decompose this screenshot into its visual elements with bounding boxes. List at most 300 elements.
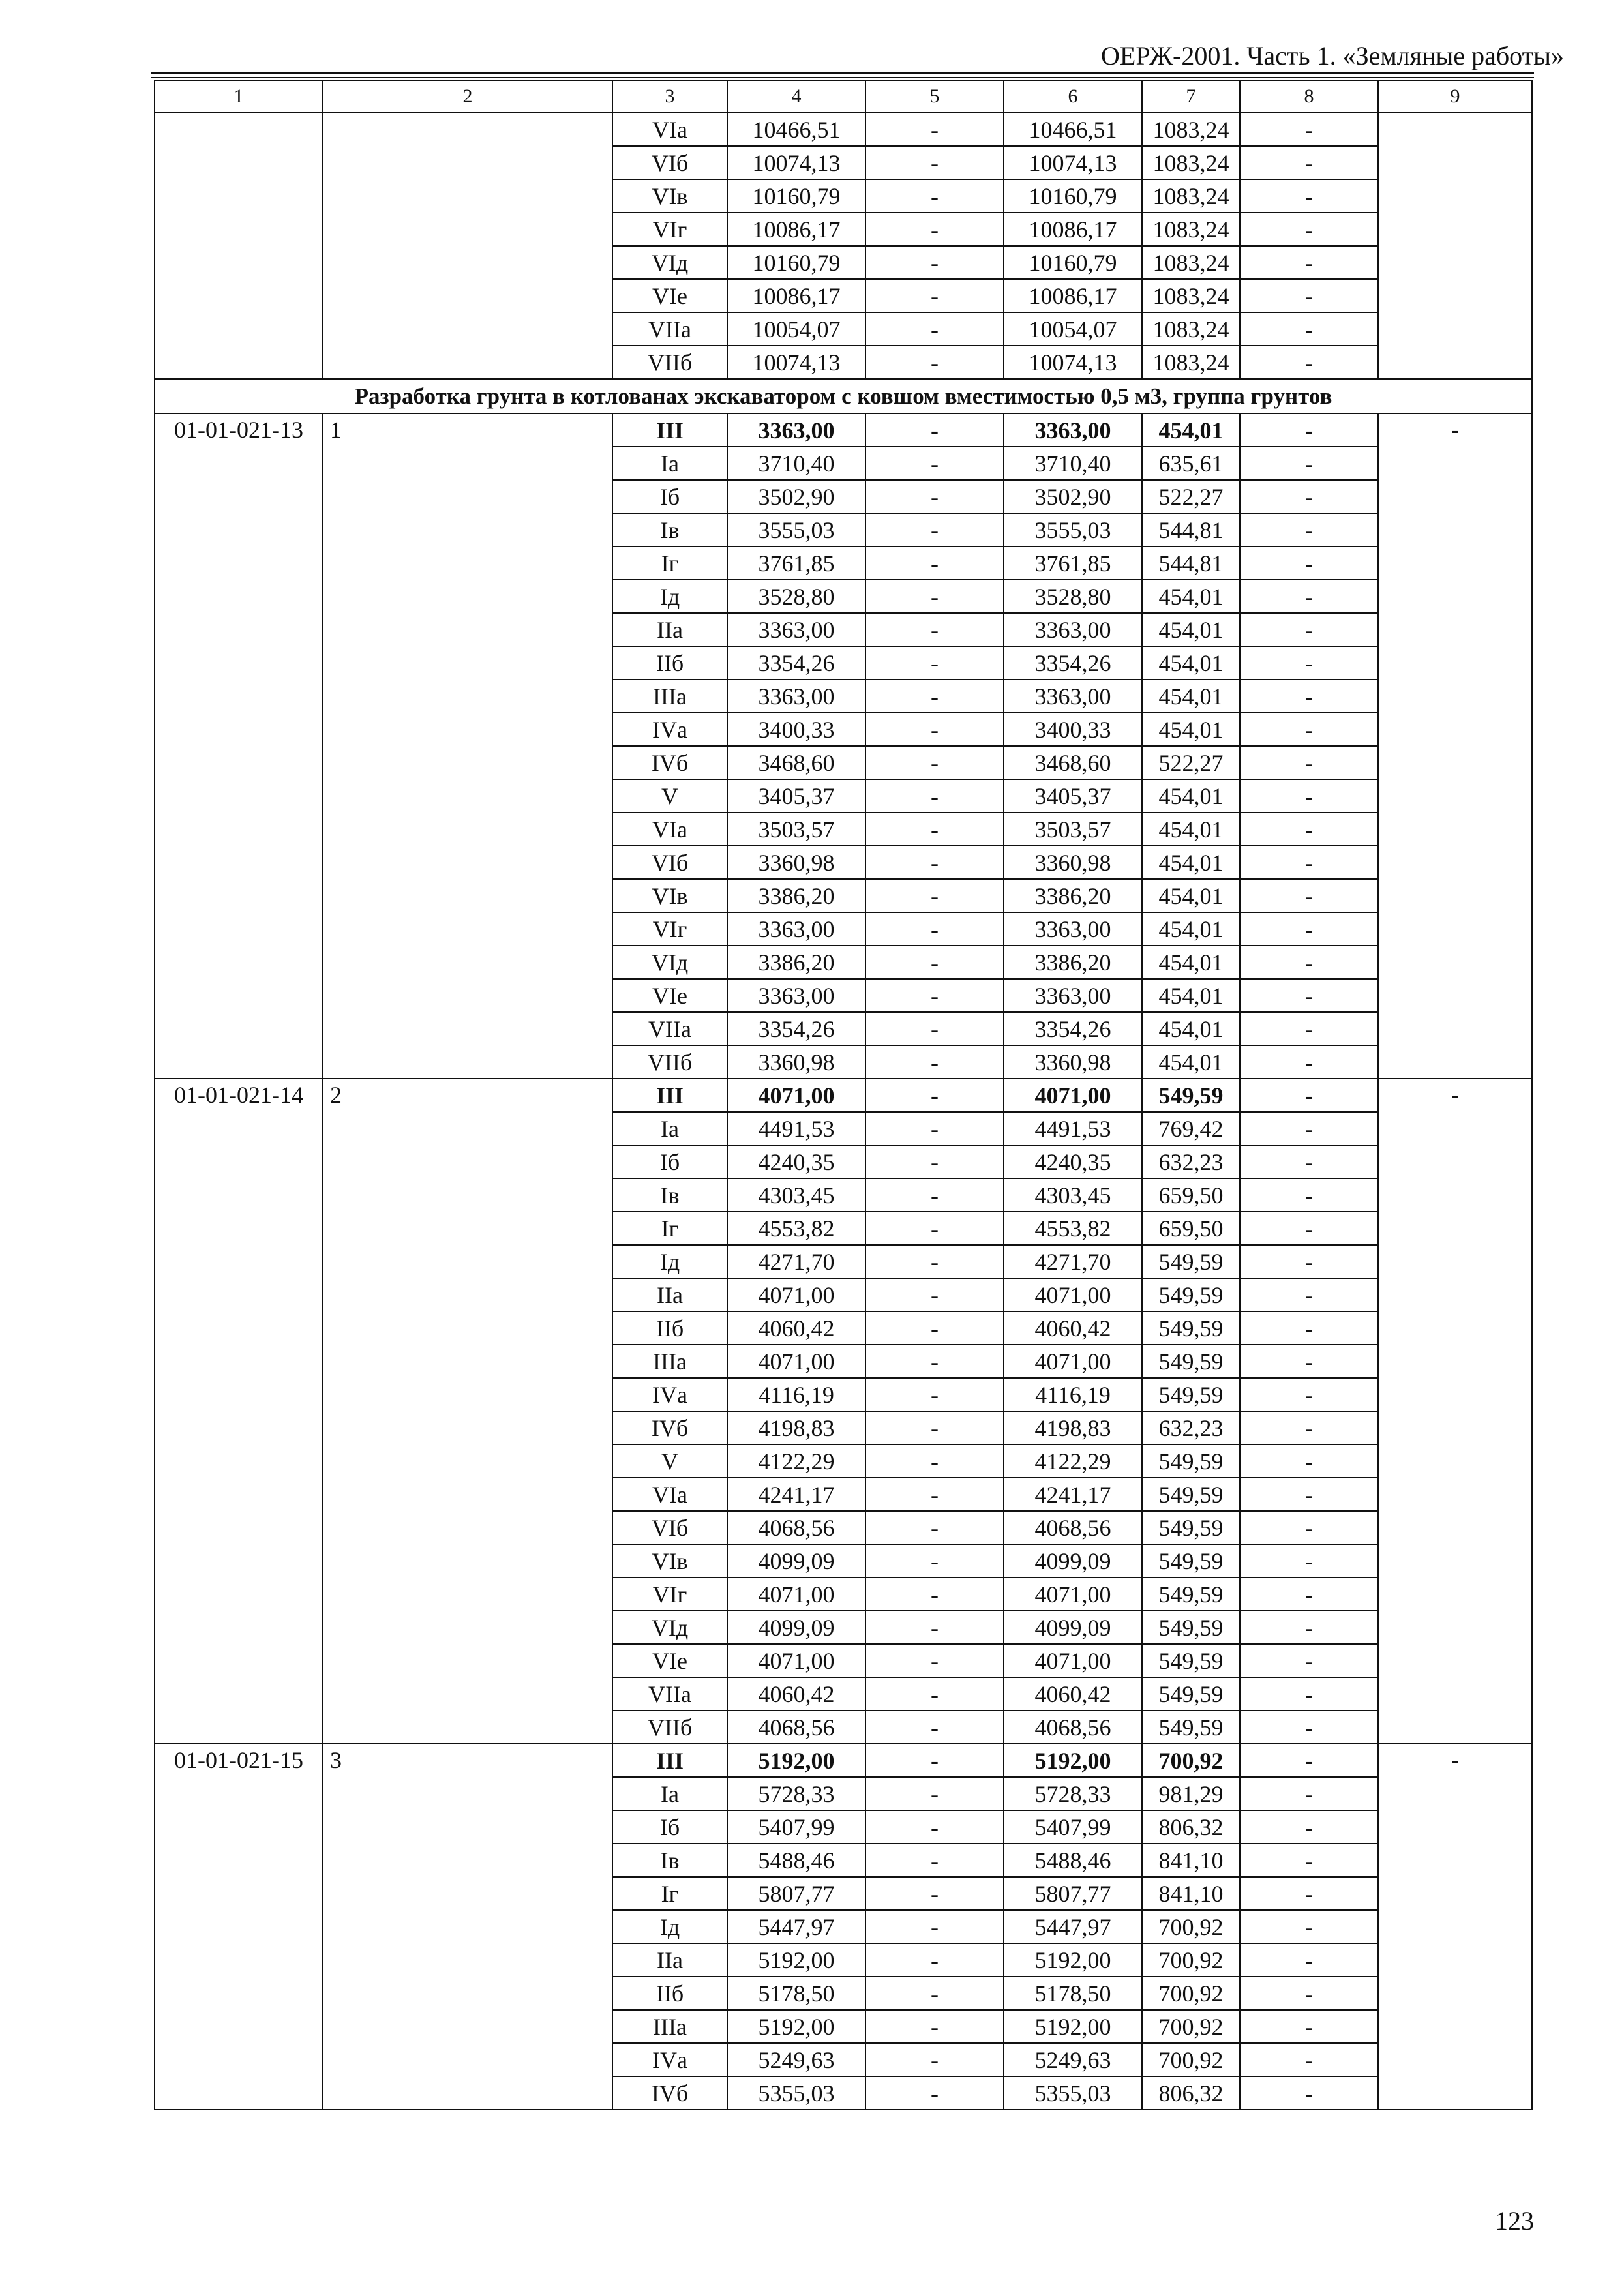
materials-cell: - — [1240, 413, 1378, 447]
wages-cell: - — [865, 1311, 1004, 1345]
soil-group-cell: VIв — [612, 879, 727, 912]
wages-cell: - — [865, 1378, 1004, 1411]
operator-wages-cell: 454,01 — [1142, 713, 1240, 746]
materials-cell: - — [1240, 846, 1378, 879]
total-cost-cell: 3363,00 — [727, 680, 865, 713]
wages-cell: - — [865, 2010, 1004, 2043]
machine-cost-cell: 4068,56 — [1004, 1711, 1142, 1744]
soil-group-cell: VIд — [612, 1611, 727, 1644]
materials-cell: - — [1240, 1478, 1378, 1511]
operator-wages-cell: 1083,24 — [1142, 113, 1240, 146]
machine-cost-cell: 10160,79 — [1004, 179, 1142, 213]
soil-group-cell: IVа — [612, 2043, 727, 2076]
operator-wages-cell: 1083,24 — [1142, 246, 1240, 279]
wages-cell: - — [865, 1677, 1004, 1711]
machine-cost-cell: 3363,00 — [1004, 979, 1142, 1012]
materials-cell: - — [1240, 2010, 1378, 2043]
total-cost-cell: 4060,42 — [727, 1311, 865, 1345]
machine-cost-cell: 5488,46 — [1004, 1844, 1142, 1877]
machine-cost-cell: 3354,26 — [1004, 1012, 1142, 1045]
operator-wages-cell: 454,01 — [1142, 613, 1240, 646]
operator-wages-cell: 1083,24 — [1142, 213, 1240, 246]
total-cost-cell: 10074,13 — [727, 146, 865, 179]
operator-wages-cell: 454,01 — [1142, 1045, 1240, 1079]
operator-wages-cell: 454,01 — [1142, 680, 1240, 713]
column-number: 5 — [865, 80, 1004, 113]
wages-cell: - — [865, 846, 1004, 879]
rate-code: 01-01-021-14 — [155, 1079, 323, 1744]
total-cost-cell: 3363,00 — [727, 979, 865, 1012]
soil-group-cell: Iб — [612, 480, 727, 513]
materials-cell: - — [1240, 646, 1378, 680]
soil-group-cell: IVб — [612, 1411, 727, 1444]
wages-cell: - — [865, 912, 1004, 946]
soil-group-cell: IVб — [612, 2076, 727, 2110]
wages-cell: - — [865, 2043, 1004, 2076]
wages-cell: - — [865, 1910, 1004, 1943]
operator-wages-cell: 700,92 — [1142, 1744, 1240, 1777]
soil-group-cell: IVб — [612, 746, 727, 779]
total-cost-cell: 4198,83 — [727, 1411, 865, 1444]
soil-group-cell: Iа — [612, 447, 727, 480]
operator-wages-cell: 806,32 — [1142, 2076, 1240, 2110]
machine-cost-cell: 4071,00 — [1004, 1345, 1142, 1378]
soil-group-cell: IVа — [612, 1378, 727, 1411]
wages-cell: - — [865, 613, 1004, 646]
materials-cell: - — [1240, 1810, 1378, 1844]
machine-cost-cell: 3354,26 — [1004, 646, 1142, 680]
soil-group-cell: IIIа — [612, 1345, 727, 1378]
materials-cell: - — [1240, 1444, 1378, 1478]
operator-wages-cell: 549,59 — [1142, 1611, 1240, 1644]
machine-cost-cell: 5192,00 — [1004, 2010, 1142, 2043]
wages-cell: - — [865, 513, 1004, 546]
col9-cell — [1378, 113, 1532, 379]
wages-cell: - — [865, 1012, 1004, 1045]
total-cost-cell: 3354,26 — [727, 1012, 865, 1045]
materials-cell: - — [1240, 1045, 1378, 1079]
machine-cost-cell: 3528,80 — [1004, 580, 1142, 613]
soil-group-cell: VIIб — [612, 1711, 727, 1744]
materials-cell: - — [1240, 1278, 1378, 1311]
soil-group-cell: V — [612, 779, 727, 813]
total-cost-cell: 3761,85 — [727, 546, 865, 580]
machine-cost-cell: 3363,00 — [1004, 912, 1142, 946]
total-cost-cell: 4122,29 — [727, 1444, 865, 1478]
operator-wages-cell: 454,01 — [1142, 580, 1240, 613]
wages-cell: - — [865, 779, 1004, 813]
wages-cell: - — [865, 813, 1004, 846]
operator-wages-cell: 454,01 — [1142, 646, 1240, 680]
materials-cell: - — [1240, 979, 1378, 1012]
materials-cell: - — [1240, 1311, 1378, 1345]
total-cost-cell: 3360,98 — [727, 846, 865, 879]
machine-cost-cell: 3363,00 — [1004, 413, 1142, 447]
materials-cell: - — [1240, 480, 1378, 513]
total-cost-cell: 3386,20 — [727, 946, 865, 979]
total-cost-cell: 10086,17 — [727, 213, 865, 246]
total-cost-cell: 3363,00 — [727, 613, 865, 646]
soil-group-cell: VIг — [612, 213, 727, 246]
machine-cost-cell: 4060,42 — [1004, 1677, 1142, 1711]
operator-wages-cell: 632,23 — [1142, 1411, 1240, 1444]
soil-group-cell: Iа — [612, 1777, 727, 1810]
soil-group-cell: Iб — [612, 1145, 727, 1178]
total-cost-cell: 4240,35 — [727, 1145, 865, 1178]
operator-wages-cell: 454,01 — [1142, 912, 1240, 946]
machine-cost-cell: 3363,00 — [1004, 613, 1142, 646]
soil-group-cell: VIа — [612, 813, 727, 846]
machine-cost-cell: 4241,17 — [1004, 1478, 1142, 1511]
wages-cell: - — [865, 1511, 1004, 1544]
soil-group-cell: IVа — [612, 713, 727, 746]
materials-cell: - — [1240, 1777, 1378, 1810]
wages-cell: - — [865, 1245, 1004, 1278]
soil-group-cell: IIб — [612, 1977, 727, 2010]
total-cost-cell: 3710,40 — [727, 447, 865, 480]
soil-group-cell: VIе — [612, 279, 727, 312]
wages-cell: - — [865, 1544, 1004, 1578]
total-cost-cell: 3386,20 — [727, 879, 865, 912]
rate-code: 01-01-021-15 — [155, 1744, 323, 2110]
wages-cell: - — [865, 879, 1004, 912]
materials-cell: - — [1240, 912, 1378, 946]
table-row — [155, 113, 1532, 146]
machine-cost-cell: 4553,82 — [1004, 1212, 1142, 1245]
operator-wages-cell: 454,01 — [1142, 813, 1240, 846]
total-cost-cell: 5807,77 — [727, 1877, 865, 1910]
operator-wages-cell: 549,59 — [1142, 1511, 1240, 1544]
header-rule — [151, 72, 1534, 74]
total-cost-cell: 4060,42 — [727, 1677, 865, 1711]
materials-cell: - — [1240, 1411, 1378, 1444]
wages-cell: - — [865, 1278, 1004, 1311]
machine-cost-cell: 4099,09 — [1004, 1611, 1142, 1644]
soil-group-cell: VIв — [612, 179, 727, 213]
wages-cell: - — [865, 146, 1004, 179]
machine-cost-cell: 4071,00 — [1004, 1278, 1142, 1311]
total-cost-cell: 5728,33 — [727, 1777, 865, 1810]
machine-cost-cell: 3503,57 — [1004, 813, 1142, 846]
operator-wages-cell: 981,29 — [1142, 1777, 1240, 1810]
machine-cost-cell: 5447,97 — [1004, 1910, 1142, 1943]
machine-cost-cell: 5407,99 — [1004, 1810, 1142, 1844]
machine-cost-cell: 4240,35 — [1004, 1145, 1142, 1178]
materials-cell: - — [1240, 546, 1378, 580]
machine-cost-cell: 4071,00 — [1004, 1578, 1142, 1611]
materials-cell: - — [1240, 2076, 1378, 2110]
total-cost-cell: 4241,17 — [727, 1478, 865, 1511]
total-cost-cell: 10466,51 — [727, 113, 865, 146]
materials-cell: - — [1240, 746, 1378, 779]
operator-wages-cell: 454,01 — [1142, 946, 1240, 979]
materials-cell: - — [1240, 1378, 1378, 1411]
total-cost-cell: 4099,09 — [727, 1611, 865, 1644]
materials-cell: - — [1240, 1644, 1378, 1677]
machine-cost-cell: 3386,20 — [1004, 946, 1142, 979]
total-cost-cell: 5192,00 — [727, 1744, 865, 1777]
wages-cell: - — [865, 1644, 1004, 1677]
total-cost-cell: 4071,00 — [727, 1644, 865, 1677]
wages-cell: - — [865, 646, 1004, 680]
operator-wages-cell: 454,01 — [1142, 1012, 1240, 1045]
operator-wages-cell: 549,59 — [1142, 1345, 1240, 1378]
wages-cell: - — [865, 312, 1004, 346]
soil-group-cell: IIа — [612, 1278, 727, 1311]
machine-cost-cell: 4099,09 — [1004, 1544, 1142, 1578]
operator-wages-cell: 1083,24 — [1142, 179, 1240, 213]
wages-cell: - — [865, 2076, 1004, 2110]
soil-group-cell: VIв — [612, 1544, 727, 1578]
machine-cost-cell: 5355,03 — [1004, 2076, 1142, 2110]
machine-cost-cell: 3360,98 — [1004, 1045, 1142, 1079]
machine-cost-cell: 4491,53 — [1004, 1112, 1142, 1145]
machine-cost-cell: 3502,90 — [1004, 480, 1142, 513]
total-cost-cell: 3555,03 — [727, 513, 865, 546]
operator-wages-cell: 549,59 — [1142, 1278, 1240, 1311]
materials-cell: - — [1240, 1677, 1378, 1711]
operator-wages-cell: 1083,24 — [1142, 279, 1240, 312]
machine-cost-cell: 3386,20 — [1004, 879, 1142, 912]
column-number: 1 — [155, 80, 323, 113]
operator-wages-cell: 549,59 — [1142, 1378, 1240, 1411]
materials-cell: - — [1240, 113, 1378, 146]
number-cell — [323, 113, 612, 379]
column-numbers-row — [155, 80, 1532, 113]
materials-cell: - — [1240, 346, 1378, 379]
machine-cost-cell: 3468,60 — [1004, 746, 1142, 779]
wages-cell: - — [865, 580, 1004, 613]
operator-wages-cell: 454,01 — [1142, 413, 1240, 447]
machine-cost-cell: 4071,00 — [1004, 1644, 1142, 1677]
wages-cell: - — [865, 1744, 1004, 1777]
soil-group-cell: III — [612, 1079, 727, 1112]
total-cost-cell: 3360,98 — [727, 1045, 865, 1079]
wages-cell: - — [865, 447, 1004, 480]
operator-wages-cell: 522,27 — [1142, 746, 1240, 779]
table-row — [155, 1744, 1532, 1777]
operator-wages-cell: 549,59 — [1142, 1578, 1240, 1611]
machine-cost-cell: 3405,37 — [1004, 779, 1142, 813]
machine-cost-cell: 10074,13 — [1004, 146, 1142, 179]
wages-cell: - — [865, 413, 1004, 447]
machine-cost-cell: 3761,85 — [1004, 546, 1142, 580]
soil-group-cell: III — [612, 413, 727, 447]
wages-cell: - — [865, 1112, 1004, 1145]
soil-group-cell: Iд — [612, 1245, 727, 1278]
operator-wages-cell: 549,59 — [1142, 1311, 1240, 1345]
rate-number: 2 — [323, 1079, 612, 1744]
soil-group-cell: IIIа — [612, 2010, 727, 2043]
operator-wages-cell: 700,92 — [1142, 1910, 1240, 1943]
section-title: Разработка грунта в котлованах экскаватором с ковшом вместимостью 0,5 м3, группа грунтов — [155, 379, 1532, 413]
operator-wages-cell: 769,42 — [1142, 1112, 1240, 1145]
materials-cell: - — [1240, 1012, 1378, 1045]
wages-cell: - — [865, 1145, 1004, 1178]
materials-cell: - — [1240, 613, 1378, 646]
price-table — [154, 80, 1533, 2110]
soil-group-cell: VIг — [612, 912, 727, 946]
machine-cost-cell: 4303,45 — [1004, 1178, 1142, 1212]
operator-wages-cell: 454,01 — [1142, 879, 1240, 912]
page-number: 123 — [1495, 2206, 1534, 2236]
materials-cell: - — [1240, 1977, 1378, 2010]
operator-wages-cell: 549,59 — [1142, 1444, 1240, 1478]
machine-cost-cell: 5178,50 — [1004, 1977, 1142, 2010]
soil-group-cell: VIа — [612, 113, 727, 146]
wages-cell: - — [865, 213, 1004, 246]
wages-cell: - — [865, 113, 1004, 146]
total-cost-cell: 4303,45 — [727, 1178, 865, 1212]
column-number: 2 — [323, 80, 612, 113]
materials-cell: - — [1240, 213, 1378, 246]
col9-cell: - — [1378, 1079, 1532, 1744]
operator-wages-cell: 700,92 — [1142, 2043, 1240, 2076]
wages-cell: - — [865, 179, 1004, 213]
machine-cost-cell: 3555,03 — [1004, 513, 1142, 546]
materials-cell: - — [1240, 580, 1378, 613]
materials-cell: - — [1240, 146, 1378, 179]
wages-cell: - — [865, 1777, 1004, 1810]
machine-cost-cell: 5192,00 — [1004, 1943, 1142, 1977]
soil-group-cell: IIа — [612, 613, 727, 646]
materials-cell: - — [1240, 1611, 1378, 1644]
machine-cost-cell: 10074,13 — [1004, 346, 1142, 379]
total-cost-cell: 3354,26 — [727, 646, 865, 680]
machine-cost-cell: 3400,33 — [1004, 713, 1142, 746]
total-cost-cell: 5447,97 — [727, 1910, 865, 1943]
operator-wages-cell: 632,23 — [1142, 1145, 1240, 1178]
wages-cell: - — [865, 1711, 1004, 1744]
materials-cell: - — [1240, 1744, 1378, 1777]
code-cell — [155, 113, 323, 379]
total-cost-cell: 3405,37 — [727, 779, 865, 813]
total-cost-cell: 3528,80 — [727, 580, 865, 613]
materials-cell: - — [1240, 1844, 1378, 1877]
operator-wages-cell: 454,01 — [1142, 979, 1240, 1012]
materials-cell: - — [1240, 1345, 1378, 1378]
machine-cost-cell: 4116,19 — [1004, 1378, 1142, 1411]
operator-wages-cell: 1083,24 — [1142, 146, 1240, 179]
machine-cost-cell: 10086,17 — [1004, 213, 1142, 246]
total-cost-cell: 5249,63 — [727, 2043, 865, 2076]
materials-cell: - — [1240, 879, 1378, 912]
wages-cell: - — [865, 1411, 1004, 1444]
soil-group-cell: VIд — [612, 246, 727, 279]
materials-cell: - — [1240, 1245, 1378, 1278]
total-cost-cell: 4099,09 — [727, 1544, 865, 1578]
section-title-row — [155, 379, 1532, 413]
total-cost-cell: 4071,00 — [727, 1578, 865, 1611]
materials-cell: - — [1240, 1578, 1378, 1611]
operator-wages-cell: 549,59 — [1142, 1677, 1240, 1711]
total-cost-cell: 10074,13 — [727, 346, 865, 379]
soil-group-cell: Iа — [612, 1112, 727, 1145]
total-cost-cell: 4071,00 — [727, 1079, 865, 1112]
column-number: 7 — [1142, 80, 1240, 113]
machine-cost-cell: 10054,07 — [1004, 312, 1142, 346]
soil-group-cell: VIIб — [612, 1045, 727, 1079]
header-rule — [151, 77, 1534, 78]
materials-cell: - — [1240, 179, 1378, 213]
operator-wages-cell: 454,01 — [1142, 779, 1240, 813]
operator-wages-cell: 549,59 — [1142, 1079, 1240, 1112]
wages-cell: - — [865, 279, 1004, 312]
soil-group-cell: Iд — [612, 1910, 727, 1943]
materials-cell: - — [1240, 2043, 1378, 2076]
materials-cell: - — [1240, 1079, 1378, 1112]
operator-wages-cell: 549,59 — [1142, 1544, 1240, 1578]
total-cost-cell: 4071,00 — [727, 1345, 865, 1378]
soil-group-cell: VIг — [612, 1578, 727, 1611]
materials-cell: - — [1240, 447, 1378, 480]
operator-wages-cell: 522,27 — [1142, 480, 1240, 513]
total-cost-cell: 3503,57 — [727, 813, 865, 846]
machine-cost-cell: 4071,00 — [1004, 1079, 1142, 1112]
operator-wages-cell: 549,59 — [1142, 1711, 1240, 1744]
soil-group-cell: Iв — [612, 1178, 727, 1212]
column-number: 3 — [612, 80, 727, 113]
machine-cost-cell: 10086,17 — [1004, 279, 1142, 312]
total-cost-cell: 4068,56 — [727, 1511, 865, 1544]
total-cost-cell: 4071,00 — [727, 1278, 865, 1311]
operator-wages-cell: 806,32 — [1142, 1810, 1240, 1844]
machine-cost-cell: 5249,63 — [1004, 2043, 1142, 2076]
soil-group-cell: VIб — [612, 146, 727, 179]
soil-group-cell: VIб — [612, 846, 727, 879]
soil-group-cell: IIб — [612, 1311, 727, 1345]
soil-group-cell: Iд — [612, 580, 727, 613]
operator-wages-cell: 549,59 — [1142, 1245, 1240, 1278]
materials-cell: - — [1240, 779, 1378, 813]
wages-cell: - — [865, 680, 1004, 713]
total-cost-cell: 10160,79 — [727, 246, 865, 279]
materials-cell: - — [1240, 312, 1378, 346]
wages-cell: - — [865, 1345, 1004, 1378]
materials-cell: - — [1240, 680, 1378, 713]
soil-group-cell: III — [612, 1744, 727, 1777]
soil-group-cell: VIе — [612, 1644, 727, 1677]
total-cost-cell: 10160,79 — [727, 179, 865, 213]
wages-cell: - — [865, 1045, 1004, 1079]
total-cost-cell: 4116,19 — [727, 1378, 865, 1411]
operator-wages-cell: 841,10 — [1142, 1877, 1240, 1910]
soil-group-cell: VIIа — [612, 312, 727, 346]
column-number: 4 — [727, 80, 865, 113]
wages-cell: - — [865, 546, 1004, 580]
wages-cell: - — [865, 1977, 1004, 2010]
materials-cell: - — [1240, 1711, 1378, 1744]
materials-cell: - — [1240, 513, 1378, 546]
operator-wages-cell: 659,50 — [1142, 1178, 1240, 1212]
column-number: 8 — [1240, 80, 1378, 113]
materials-cell: - — [1240, 279, 1378, 312]
col9-cell: - — [1378, 1744, 1532, 2110]
operator-wages-cell: 700,92 — [1142, 1977, 1240, 2010]
materials-cell: - — [1240, 813, 1378, 846]
total-cost-cell: 3400,33 — [727, 713, 865, 746]
wages-cell: - — [865, 480, 1004, 513]
materials-cell: - — [1240, 1877, 1378, 1910]
soil-group-cell: VIд — [612, 946, 727, 979]
total-cost-cell: 5488,46 — [727, 1844, 865, 1877]
column-number: 6 — [1004, 80, 1142, 113]
total-cost-cell: 5355,03 — [727, 2076, 865, 2110]
wages-cell: - — [865, 1212, 1004, 1245]
soil-group-cell: VIIа — [612, 1677, 727, 1711]
operator-wages-cell: 544,81 — [1142, 546, 1240, 580]
materials-cell: - — [1240, 1112, 1378, 1145]
